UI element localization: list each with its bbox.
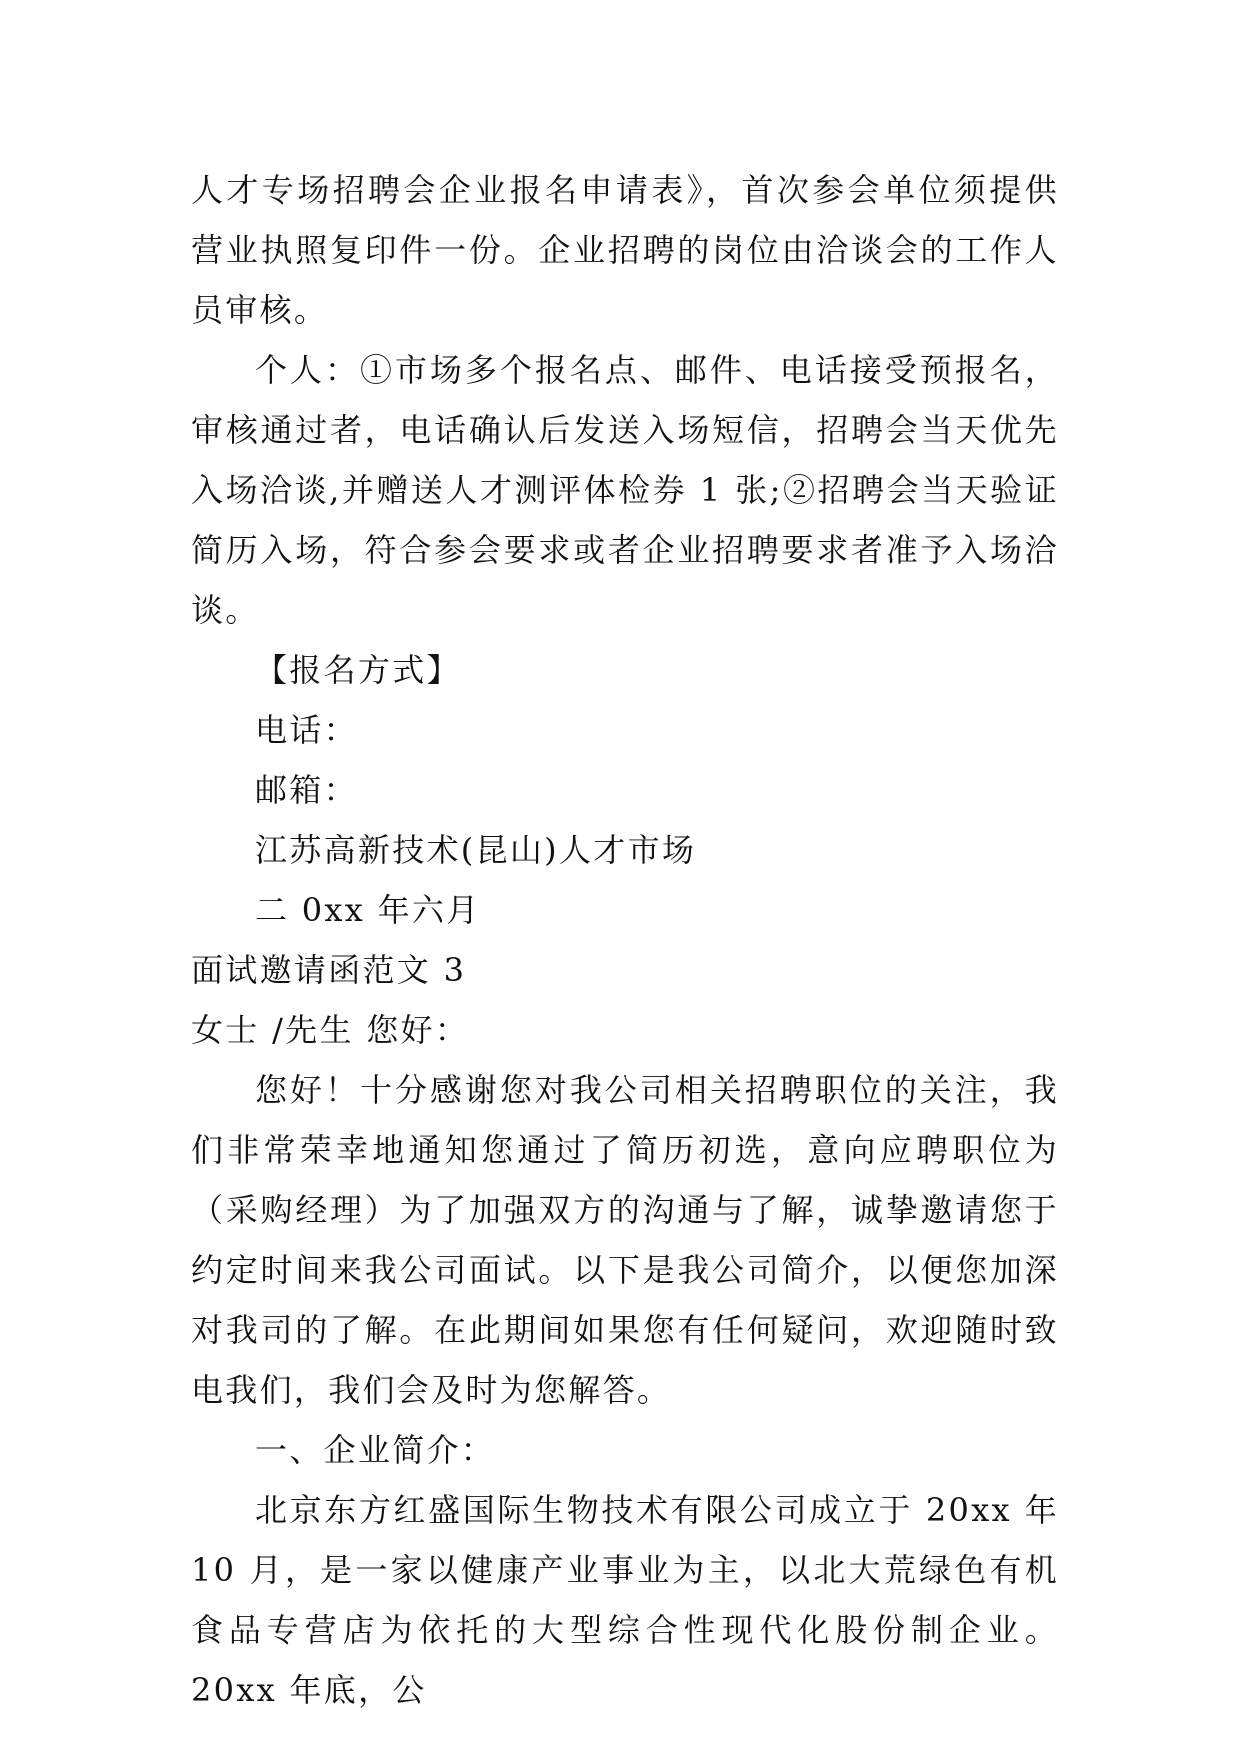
email-label: 邮箱：	[255, 771, 358, 809]
company-intro-heading: 一、企业简介：	[255, 1431, 496, 1469]
phone-label: 电话：	[255, 711, 358, 749]
document-body	[191, 160, 1059, 1720]
issue-date: 二 0xx 年六月	[255, 891, 481, 929]
organizer-name: 江苏高新技术(昆山)人才市场	[255, 831, 697, 869]
section-title: 面试邀请函范文 3	[191, 951, 467, 989]
paragraph-individual-registration: 个人：①市场多个报名点、邮件、电话接受预报名，审核通过者，电话确认后发送入场短信，招聘会当天优先入场洽谈,并赠送人才测评体检券 1 张;②招聘会当天验证简历入场，符合参会要求或者企业招聘要求者准予入场洽谈。	[191, 351, 1059, 629]
paragraph-company-intro: 北京东方红盛国际生物技术有限公司成立于 20xx 年 10 月，是一家以健康产业事业为主，以北大荒绿色有机食品专营店为依托的大型综合性现代化股份制企业。20xx 年底，公	[191, 1491, 1059, 1709]
registration-method-heading: 【报名方式】	[255, 651, 461, 689]
paragraph-invitation: 您好！十分感谢您对我公司相关招聘职位的关注，我们非常荣幸地通知您通过了简历初选，意向应聘职位为（采购经理）为了加强双方的沟通与了解，诚挚邀请您于约定时间来我公司面试。以下是我公司简介，以便您加深对我司的了解。在此期间如果您有任何疑问，欢迎随时致电我们，我们会及时为您解答。	[191, 1071, 1059, 1409]
paragraph-enterprise-registration: 人才专场招聘会企业报名申请表》，首次参会单位须提供营业执照复印件一份。企业招聘的岗位由洽谈会的工作人员审核。	[191, 171, 1059, 329]
salutation: 女士 /先生 您好：	[191, 1011, 470, 1049]
